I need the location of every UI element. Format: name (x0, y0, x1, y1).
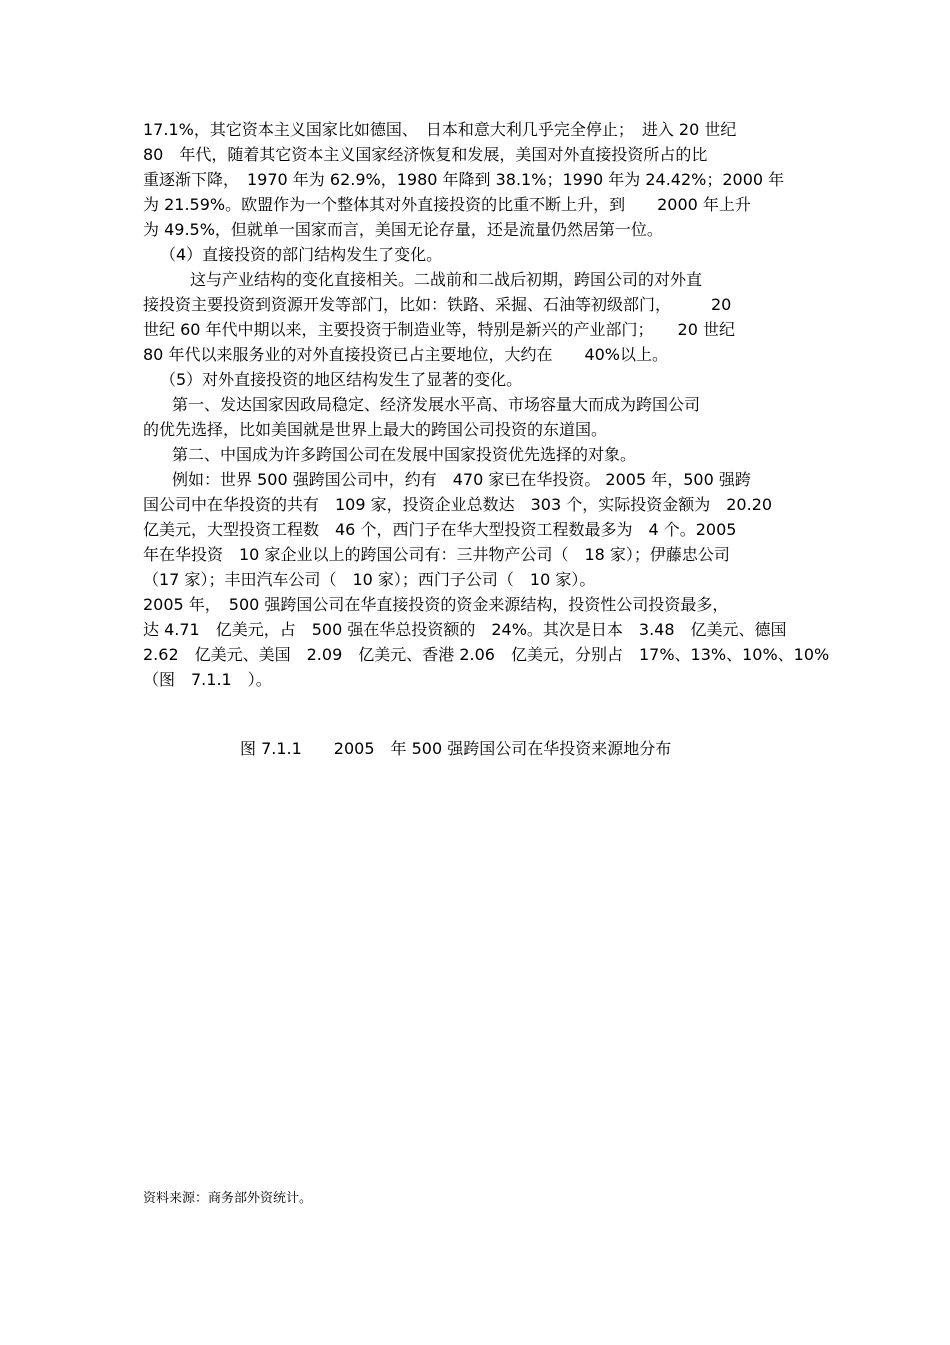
text-line: 达 4.71 亿美元，占 500 强在华总投资额的 24%。其次是日本 3.48 亿美元、德国 (143, 620, 787, 639)
text-line: 为 21.59%。欧盟作为一个整体其对外直接投资的比重不断上升，到 2000 年上升 (143, 195, 751, 214)
text-line: 17.1%，其它资本主义国家比如德国、 日本和意大利几乎完全停止； 进入 20 世纪 (143, 120, 737, 139)
text-line: 年在华投资 10 家企业以上的跨国公司有：三井物产公司（ 18 家）；伊藤忠公司 (143, 545, 730, 564)
text-line: 重逐渐下降， 1970 年为 62.9%，1980 年降到 38.1%；1990 年为 24.42%；2000 年 (143, 170, 785, 189)
figure-blank-area (143, 775, 813, 1175)
text-line: 2005 年， 500 强跨国公司在华直接投资的资金来源结构，投资性公司投资最多， (143, 595, 729, 614)
text-line: （17 家）；丰田汽车公司（ 10 家）；西门子公司（ 10 家）。 (143, 570, 596, 589)
text-line: 世纪 60 年代中期以来，主要投资于制造业等，特别是新兴的产业部门； 20 世纪 (143, 320, 735, 339)
source-note: 资料来源：商务部外资统计。 (143, 1191, 313, 1206)
text-line: 为 49.5%，但就单一国家而言，美国无论存量，还是流量仍然居第一位。 (143, 220, 663, 239)
section-heading: （4）直接投资的部门结构发生了变化。 (160, 245, 443, 264)
text-line: （图 7.1.1 ）。 (143, 670, 272, 689)
section-heading: （5）对外直接投资的地区结构发生了显著的变化。 (160, 370, 523, 389)
figure-caption: 图 7.1.1 2005 年 500 强跨国公司在华投资来源地分布 (240, 739, 672, 758)
text-line: 国公司中在华投资的共有 109 家，投资企业总数达 303 个，实际投资金额为 20.20 (143, 495, 773, 514)
text-line: 80 年代以来服务业的对外直接投资已占主要地位，大约在 40%以上。 (143, 345, 669, 364)
text-line: 例如：世界 500 强跨国公司中，约有 470 家已在华投资。 2005 年，500 强跨 (172, 470, 751, 489)
text-line: 接投资主要投资到资源开发等部门，比如：铁路、采掘、石油等初级部门， 20 (143, 295, 732, 314)
text-line: 2.62 亿美元、美国 2.09 亿美元、香港 2.06 亿美元，分别占 17%、13%、10%、10% (143, 645, 830, 664)
text-line: 第二、中国成为许多跨国公司在发展中国家投资优先选择的对象。 (172, 445, 637, 464)
text-line: 亿美元，大型投资工程数 46 个，西门子在华大型投资工程数最多为 4 个。2005 (143, 520, 737, 539)
text-line: 这与产业结构的变化直接相关。二战前和二战后初期，跨国公司的对外直 (190, 270, 703, 289)
text-line: 的优先选择，比如美国就是世界上最大的跨国公司投资的东道国。 (143, 420, 608, 439)
text-line: 80 年代，随着其它资本主义国家经济恢复和发展，美国对外直接投资所占的比 (143, 145, 708, 164)
text-line: 第一、发达国家因政局稳定、经济发展水平高、市场容量大而成为跨国公司 (172, 395, 701, 414)
